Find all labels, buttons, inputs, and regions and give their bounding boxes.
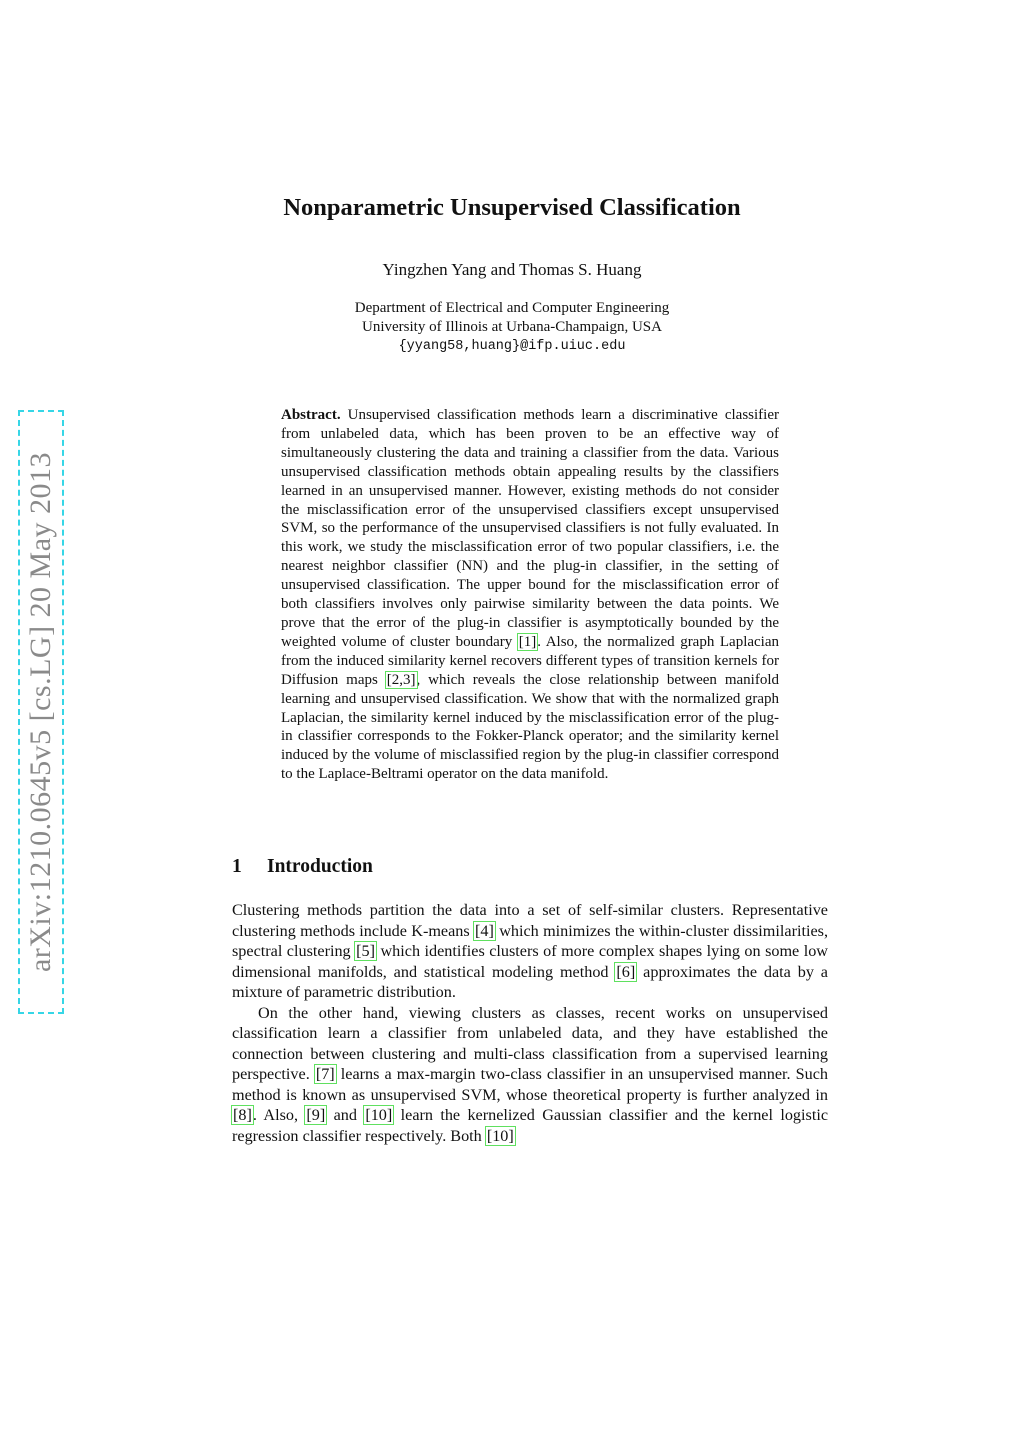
citation-link[interactable]: [6] [616, 962, 636, 981]
citation-link[interactable]: [2,3] [386, 671, 416, 688]
department: Department of Electrical and Computer Engineering [354, 300, 670, 316]
paragraph [232, 1003, 828, 1147]
abstract-label: Abstract. [281, 407, 341, 423]
arxiv-stamp[interactable] [18, 410, 64, 1014]
paragraph-text: . Also, [252, 1106, 306, 1124]
paragraph-text: approximates the data by a mixture of parametric distribution. [232, 962, 828, 1001]
abstract [281, 406, 779, 784]
paragraph-text: Clustering methods partition the data into a set of self-similar clusters. Representative clustering methods include K-means [232, 901, 828, 940]
citation-link[interactable]: [1] [518, 633, 537, 650]
paragraph-text: and [326, 1106, 365, 1124]
paragraph-text: learns a max-margin two-class classifier in an unsupervised manner. Such method is known as unsupervised SVM, whose theoretical property is further analyzed in [232, 1065, 828, 1104]
abstract-text: , which reveals the close relationship between manifold learning and unsupervised classification. We show that with the normalized graph Laplacian, the similarity kernel induced by the misclassification error of the plug-in classifier corresponds to the Fokker-Planck operator; and the similarity kernel induced by the volume of misclassified region by the plug-in classifier correspond to the Laplace-Beltrami operator on the data manifold. [281, 671, 779, 783]
paragraph [232, 900, 828, 1003]
citation-link[interactable]: [5] [356, 942, 375, 960]
email[interactable]: {yyang58,huang}@ifp.uiuc.edu [398, 339, 626, 354]
paragraph-text: which identifies clusters of more complex shapes lying on some low dimensional manifolds, and statistical modeling method [232, 942, 828, 981]
citation-link[interactable]: [7] [315, 1065, 335, 1083]
citation-link[interactable]: [8] [233, 1106, 252, 1124]
section-heading [232, 856, 373, 878]
citation-link[interactable]: [10] [486, 1126, 514, 1145]
affiliation [0, 299, 1024, 356]
arxiv-id: arXiv:1210.0645v5 [cs.LG] 20 May 2013 [24, 451, 57, 973]
citation-link[interactable]: [10] [365, 1106, 393, 1124]
paper-title: Nonparametric Unsupervised Classification [283, 194, 741, 221]
university: University of Illinois at Urbana-Champaign, USA [362, 319, 662, 335]
authors: Yingzhen Yang and Thomas S. Huang [382, 260, 642, 279]
intro-body [232, 900, 828, 1146]
section-number: 1 [232, 856, 242, 877]
citation-link[interactable]: [4] [475, 921, 494, 940]
paragraph-text: On the other hand, viewing clusters as classes, recent works on unsupervised classification learn a classifier from unlabeled data, and they have established the connection between clustering and multi-class classification from a supervised learning perspective. [232, 1003, 828, 1083]
paragraph-text: which minimizes the within-cluster dissimilarities, spectral clustering [232, 921, 828, 960]
citation-link[interactable]: [9] [306, 1106, 326, 1124]
abstract-text: . Also, the normalized graph Laplacian from the induced similarity kernel recovers different types of transition kernels for Diffusion maps [281, 633, 780, 688]
abstract-text: Unsupervised classification methods learn a discriminative classifier from unlabeled data, which has been proven to be an effective way of simultaneously clustering the data and training a classifier from the data. Various unsupervised classification methods obtain appealing results by the classifiers learned in an unsupervised manner. However, existing methods do not consider the misclassification error of the unsupervised classifiers except unsupervised SVM, so the performance of the unsupervised classifiers is not fully evaluated. In this work, we study the misclassification error of two popular classifiers, i.e. the nearest neighbor classifier (NN) and the plug-in classifier, in the setting of unsupervised classification. The upper bound for the misclassification error of both classifiers involves only pairwise similarity between the data points. We prove that the error of the plug-in classifier is asymptotically bounded by the weighted volume of cluster boundary [281, 407, 780, 650]
paragraph-text: learn the kernelized Gaussian classifier and the kernel logistic regression classifier respectively. Both [232, 1106, 828, 1145]
section-title: Introduction [267, 856, 373, 877]
